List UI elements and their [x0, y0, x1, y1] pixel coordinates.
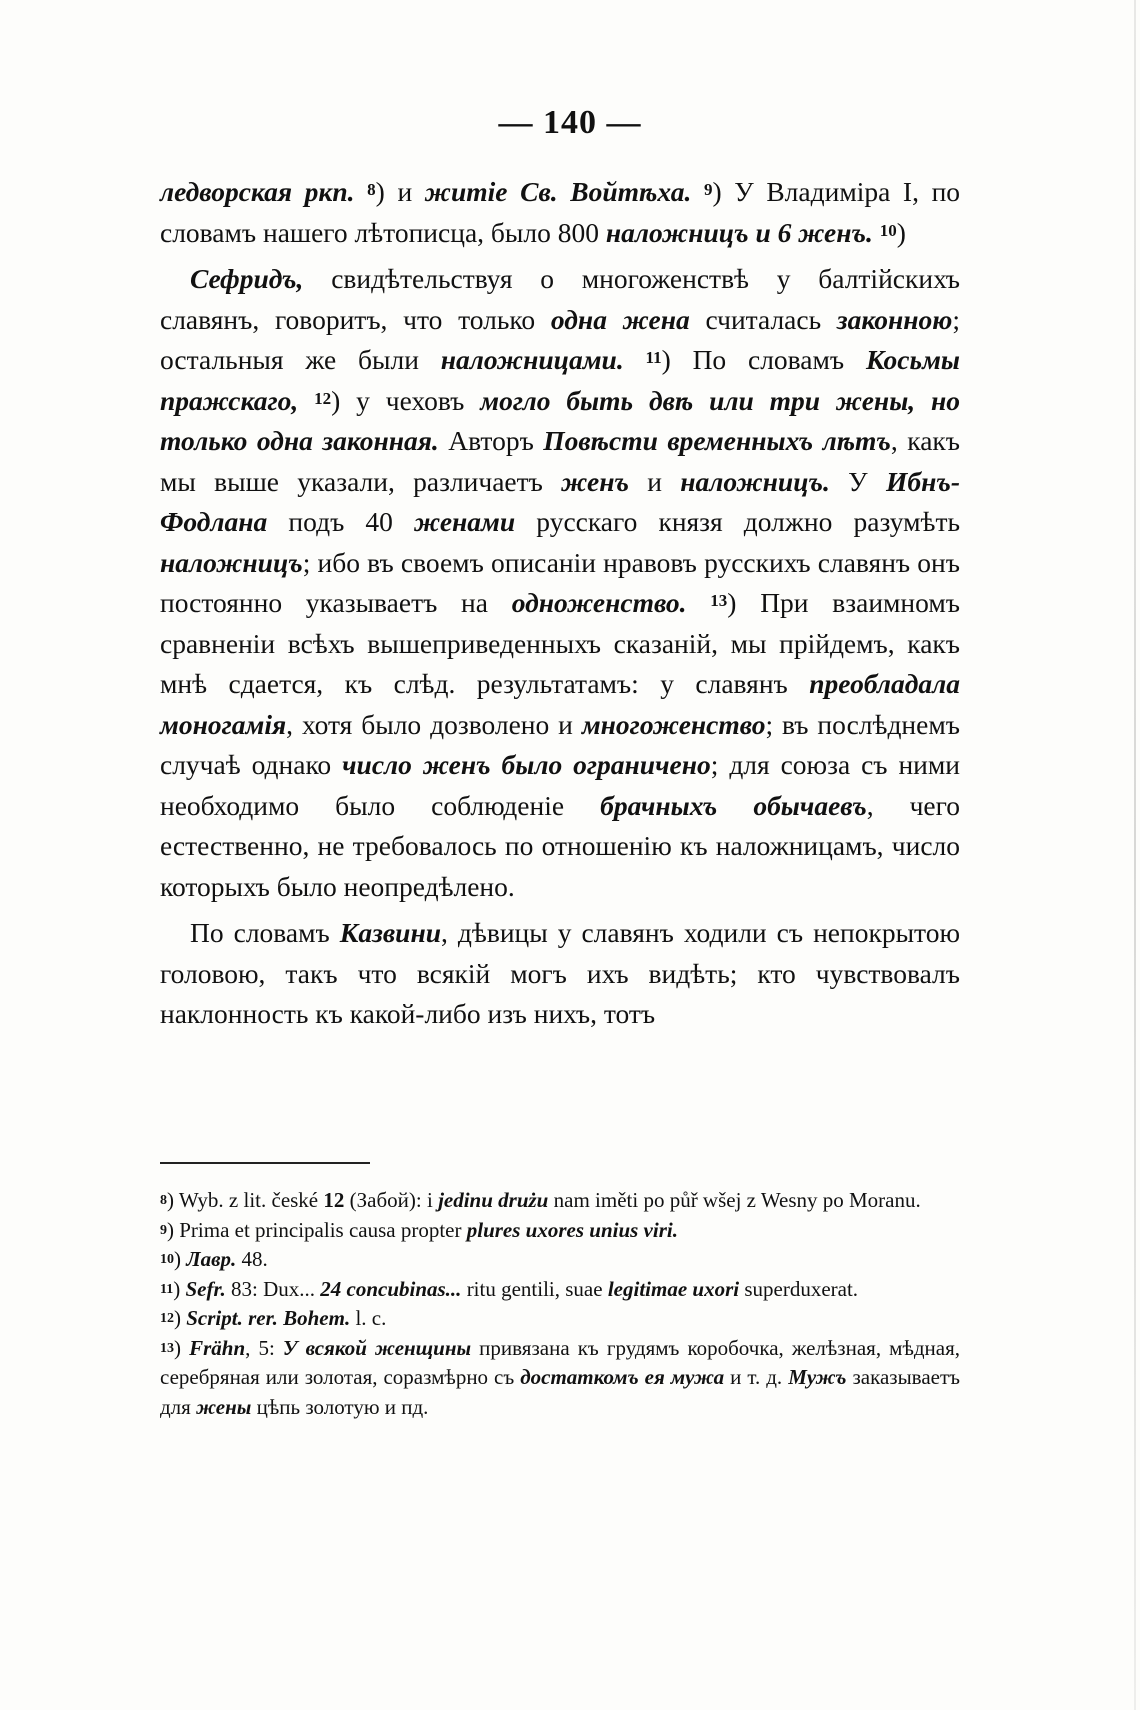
- footnote-mark-9: 9: [703, 180, 713, 199]
- paragraph-1: ледворская ркп. $^8$) и житіе Св. Войтѣха. $^9$) У Владиміра I, по словамъ нашего лѣтописца, было 800 наложницъ и 6 женъ. $^{10}$): [160, 176, 961, 248]
- page-edge: [1134, 0, 1136, 1710]
- footnote-12: $^{12}$) Script. rer. Bohem. l. c.: [160, 1306, 387, 1330]
- footnote-mark-8: 8: [367, 180, 376, 199]
- paragraph-2: Сефридъ, свидѣтельствуя о многоженствѣ у балтійскихъ славянъ, говоритъ, что только одна жена считалась законною; остальныя же были наложницами. $^{11}$) По словамъ Косьмы пражскаго, $^{12}$) у чеховъ могло быть двѣ или три жены, но только одна законная. Авторъ Повѣсти временныхъ лѣтъ, какъ мы выше указали, различаетъ женъ и наложницъ. У Ибнъ-Фодлана подъ 40 женами русскаго князя должно разумѣть наложницъ; ибо въ своемъ описаніи нравовъ русскихъ славянъ онъ постоянно указываетъ на одноженство. $^{13}$) При взаимномъ сравненіи всѣхъ вышеприведенныхъ сказаній, мы прійдемъ, какъ мнѣ сдается, къ слѣд. результатамъ: у славянъ преобладала моногамія, хотя было дозволено и многоженство; въ послѣднемъ случаѣ однако число женъ было ограничено; для союза съ ними необходимо было соблюденіе брачныхъ обычаевъ, чего естественно, не требовалось по отношенію къ наложницамъ, число которыхъ было неопредѣлено.: [160, 263, 961, 902]
- main-text: [160, 172, 960, 1035]
- footnote-9: $^9$) Prima et principalis causa propter plures uxores unius viri.: [160, 1217, 678, 1242]
- footnotes: [160, 1186, 960, 1422]
- footnote-divider: [160, 1162, 370, 1164]
- footnote-mark-10: 10: [879, 220, 897, 240]
- footnote-10: $^{10}$) Лавр. 48.: [160, 1247, 268, 1271]
- footnote-11: $^{11}$) Sefr. 83: Dux... 24 concubinas... ritu gentili, suae legitimae uxori superduxerat.: [160, 1276, 859, 1301]
- source-reference: ледворская ркп.: [160, 176, 355, 207]
- page-number: — 140 —: [498, 104, 642, 141]
- emphasis: наложницъ и 6 женъ.: [605, 216, 873, 248]
- footnote-mark-13: 13: [710, 591, 728, 610]
- source-reference: житіе Св. Войтѣха.: [424, 176, 692, 207]
- footnote-8: $^8$) Wyb. z lit. české 12 (Забой): i jedinu drużu nam iměti po půř wšej z Wesny po Moranu.: [160, 1188, 921, 1212]
- footnote-13: $^{13}$) Frähn, 5: У всякой женщины привязана къ грудямъ коробочка, желѣзная, мѣдная, серебряная или золотая, соразмѣрно съ достаткомъ ея мужа и т. д. Мужъ заказываетъ для жены цѣпь золотую и пд.: [160, 1335, 961, 1419]
- footnote-mark-11: 11: [645, 348, 662, 367]
- footnote-mark-12: 12: [314, 388, 332, 408]
- paragraph-3: По словамъ Казвини, дѣвицы у славянъ ходили съ непокрытою головою, такъ что всякій могъ ихъ видѣть; кто чувствовалъ наклонность къ какой-либо изъ нихъ, тотъ: [160, 917, 960, 1029]
